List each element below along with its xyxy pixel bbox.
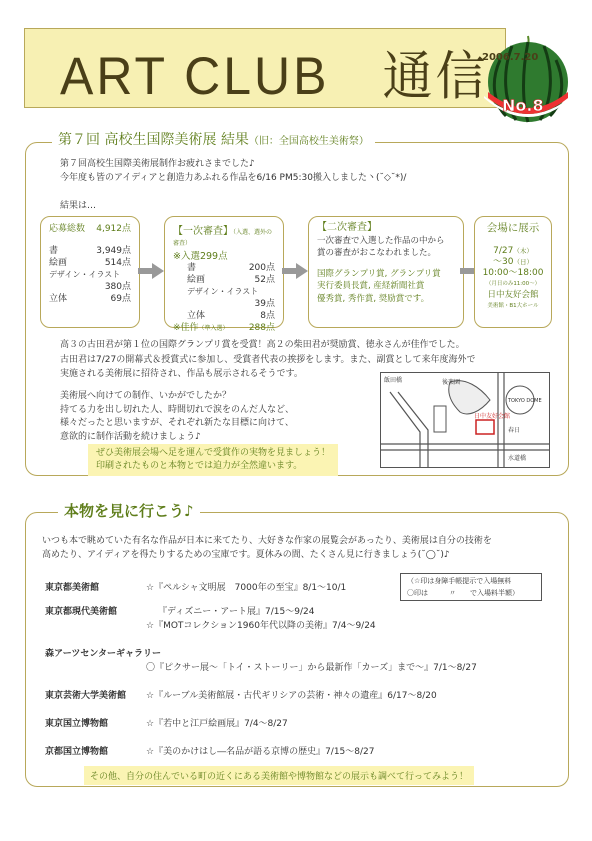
- discount-note: （☆印は身障手帳提示で入場無料 〇印は 〃 で入場料半額）: [400, 573, 542, 601]
- selected-count: ※入選299点: [173, 251, 228, 262]
- map-label: 日中友好会館: [474, 413, 511, 420]
- exhibition-item: ☆『ペルシャ文明展 7000年の至宝』8/1～10/1: [146, 583, 347, 593]
- section-heading: 本物を見に行こう♪: [58, 500, 200, 521]
- exhibition-item: 『ディズニー・アート展』7/15～9/24: [158, 607, 315, 617]
- museum-name: 東京芸術大学美術館: [45, 691, 127, 701]
- newsletter-title: ART CLUB 通信: [60, 46, 489, 106]
- stat-row: 絵画 514点: [49, 258, 131, 268]
- exhibition-item: ☆『美のかけはし―名品が語る京博の歴史』7/15～8/27: [146, 747, 375, 757]
- map-label: 後楽園: [442, 379, 461, 386]
- exhibition-item: ☆『ルーブル美術館展・古代ギリシアの芸術・神々の遺産』6/17～8/20: [146, 691, 437, 701]
- stat-row: 立体 69点: [49, 294, 131, 304]
- heading-note: （旧：全国高校生美術祭）: [248, 136, 369, 147]
- visit-callout: ぜひ美術展会場へ足を運んで受賞作の実物を見ましょう！ 印刷されたものと本物とでは迫力が全然違います。: [88, 444, 338, 476]
- intro-line: 今年度も皆のアイディアと創造力あふれる作品を6/16 PM5:30搬入しました丶(˘◇˘*)/: [60, 173, 407, 183]
- stat-row: 書 3,949点: [49, 246, 131, 256]
- museum-name: 東京国立博物館: [45, 719, 109, 729]
- second-review-box: 【二次審査】 一次審査で入選した作品の中から 賞の審査がおこなわれました。 国際グランプリ賞, グランプリ賞 実行委員長賞, 産経新聞社賞 優秀賞, 秀作賞, 奨励賞です。: [308, 216, 464, 328]
- results-paragraph: 高３の古田君が第１位の国際グランプリ賞を受賞！高２の柴田君が奨励賞、徳永さんが佳作でした。 古田君は7/27の開幕式＆授賞式に参加し、受賞者代表の挨拶をします。また、副賞として来年度海外で 実施される美術展に招待され、作品も展示されるそうです。: [60, 340, 476, 379]
- footer-callout: その他、自分の住んでいる町の近くにある美術館や博物館などの展示も調べて行ってみよう！: [84, 766, 474, 785]
- section-heading: [52, 129, 375, 149]
- results-label: 結果は…: [60, 201, 97, 211]
- museum-name: 東京都美術館: [45, 583, 100, 593]
- arrow-right-icon: [152, 263, 164, 279]
- museum-name: 森アーツセンターギャラリー: [45, 649, 162, 659]
- intro-line: 第７回高校生国際美術展制作お疲れさまでした♪: [60, 159, 255, 169]
- stat-row: 応募総数 4,912点: [49, 224, 131, 234]
- box-title: 【一次審査】（入選、選外の審査）: [173, 226, 273, 247]
- exhibition-item: ☆『MOTコレクション1960年代以降の美術』7/4～9/24: [146, 621, 376, 631]
- venue-map: [380, 372, 550, 468]
- box-title: 【二次審査】: [317, 222, 377, 233]
- exhibition-item: 〇『ピクサー展～「トイ・ストーリー」から最新作「カーズ」まで～』7/1～8/27: [146, 663, 477, 673]
- map-label: TOKYO DOME: [508, 398, 542, 404]
- message-paragraph: 美術展へ向けての制作、いかがでしたか？ 持てる力を出し切れた人、時間切れで涙をのんだ人など、 様々だったと思いますが、それぞれ新たな目標に向けて、 意欲的に制作活動を続けましょう♪: [60, 391, 295, 442]
- stat-row: 380点: [104, 282, 131, 292]
- first-review-box: 【一次審査】（入選、選外の審査） ※入選299点 書 200点 絵画 52点 デザイン・イラスト 39点 立体 8点 ※佳作（準入選） 288点: [164, 216, 284, 328]
- exhibition-item: ☆『若中と江戸絵画展』7/4～8/27: [146, 719, 288, 729]
- watermelon-icon: [482, 32, 574, 132]
- stat-row: デザイン・イラスト: [49, 270, 121, 279]
- heading-text: 第７回 高校生国際美術展 結果: [58, 132, 249, 148]
- issue-number: No.8: [502, 96, 544, 115]
- map-label: 春日: [508, 427, 521, 434]
- arrow-right-icon: [296, 263, 308, 279]
- museum-name: 京都国立博物館: [45, 747, 109, 757]
- map-label: 水道橋: [508, 455, 527, 462]
- issue-date: 2006.7.20: [482, 52, 539, 63]
- venue-box: 会場に展示 7/27（木） ～30（日） 10:00～18:00 （月日のみ11:00～） 日中友好会館 美術館・B1大ホール: [474, 216, 552, 328]
- museum-name: 東京都現代美術館: [45, 607, 118, 617]
- guide-intro: いつも本で眺めていた有名な作品が日本に来てたり、大好きな作家の展覧会があったり、美術展は自分の技術を 高めたり、アイディアを得たりするための宝庫です。夏休みの間、たくさん見に行きましょう(˘◯˘)♪: [42, 536, 492, 560]
- map-label: 飯田橋: [384, 377, 403, 384]
- entries-box: [40, 216, 140, 328]
